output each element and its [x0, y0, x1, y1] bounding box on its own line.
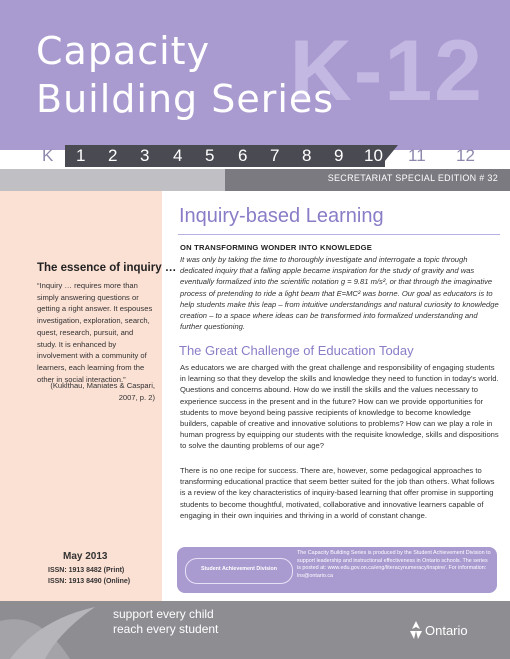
division-logo: [185, 558, 293, 584]
sidebar-quote: “Inquiry … requires more than simply answering questions or getting a right answer. It espouses investigation, exploration, search, quest, research, pursuit, and study. It is enhanced by involvement with a community of learners, each learning from the other in social interaction.”: [37, 281, 153, 384]
issue-date: May 2013: [63, 551, 108, 562]
grade-range-watermark: K-12: [289, 23, 484, 119]
grade-3: 3: [140, 146, 150, 165]
series-title-line2: Building Series: [36, 77, 335, 121]
subheading: ON TRANSFORMING WONDER INTO KNOWLEDGE: [180, 243, 373, 252]
grade-1: 1: [76, 146, 86, 165]
grade-5: 5: [205, 146, 215, 165]
decorative-swoosh-icon: [0, 601, 110, 659]
grade-2: 2: [108, 146, 118, 165]
grade-8: 8: [302, 146, 312, 165]
sidebar-heading: The essence of inquiry …: [37, 262, 177, 274]
edition-label: SECRETARIAT SPECIAL EDITION # 32: [327, 173, 498, 183]
series-title-line1: Capacity: [36, 29, 211, 73]
series-info-text: The Capacity Building Series is produced by the Student Achievement Division to support leadership and instructional effectiveness in Ontario schools. The series is posted at: www.edu.gov.on.ca/eng/literacynumeracy/inspire/. For information: lns@ontario.ca: [297, 550, 491, 580]
grade-11: 11: [408, 146, 426, 165]
body-paragraph-2: There is no one recipe for success. There are, however, some pedagogical approaches to transforming educational practice that seem better suited for the job than others. What follows is a review of the key characteristics of inquiry-based learning that offer promise in supporting students to become thoughtful, motivated, collaborative and innovative learners capable of engaging in their own inquiries and thriving in a world of constant change.: [180, 466, 495, 520]
section-heading: The Great Challenge of Education Today: [179, 343, 414, 358]
tagline-line1: support every child: [113, 607, 214, 621]
tagline-line2: reach every student: [113, 622, 219, 636]
division-logo-label: Student Achievement Division: [200, 566, 278, 572]
grade-7: 7: [270, 146, 280, 165]
grade-4: 4: [173, 146, 183, 165]
masthead: [0, 0, 510, 150]
ontario-brand: Ontario: [425, 623, 468, 638]
grade-strip: [0, 145, 510, 167]
series-info-box: [177, 547, 497, 593]
edition-bar: [0, 169, 510, 191]
issn-online: ISSN: 1913 8490 (Online): [48, 578, 131, 585]
page-title: Inquiry-based Learning: [179, 205, 384, 227]
footer: [0, 601, 510, 659]
grade-10: 10: [364, 146, 383, 165]
title-divider: [178, 234, 500, 235]
grade-12: 12: [456, 146, 475, 165]
body-paragraph-1: As educators we are charged with the great challenge and responsibility of engaging students in learning so that they develop the skills and knowledge they need to function in today’s world. Questions and concerns abound. How do we instill the skills and the values necessary to experience success in the present and in the future? How can we provide opportunities for students to move beyond being passive recipients of knowledge to become knowledge builders, capable of creative and innovative solutions to problems? How can we play a role in human progress by equipping our students with the requisite knowledge, skills and dispositions to solve the daunting problems of our age?: [180, 363, 499, 451]
grade-9: 9: [334, 146, 344, 165]
sidebar-citation: (Kuklthau, Maniates & Caspari, 2007, p. 2): [50, 381, 155, 402]
issn-print: ISSN: 1913 8482 (Print): [48, 567, 125, 574]
grade-k: K: [42, 146, 54, 165]
grade-6: 6: [238, 146, 248, 165]
intro-paragraph: It was only by taking the time to thoroughly investigate and interrogate a topic through dedicated inquiry that a falling apple became inspiration for the study of gravity and was eventually formalized into the scientific notation g = 9.81 m/s², or that through the imaginative process of pretending to ride a light beam that E=MC² was borne. Our goal as educators is to help students make this leap – from intuitive understandings and natural curiosity to knowledge creation – to a space where ideas can be transformed into formalized understanding and further questioning.: [180, 255, 499, 332]
